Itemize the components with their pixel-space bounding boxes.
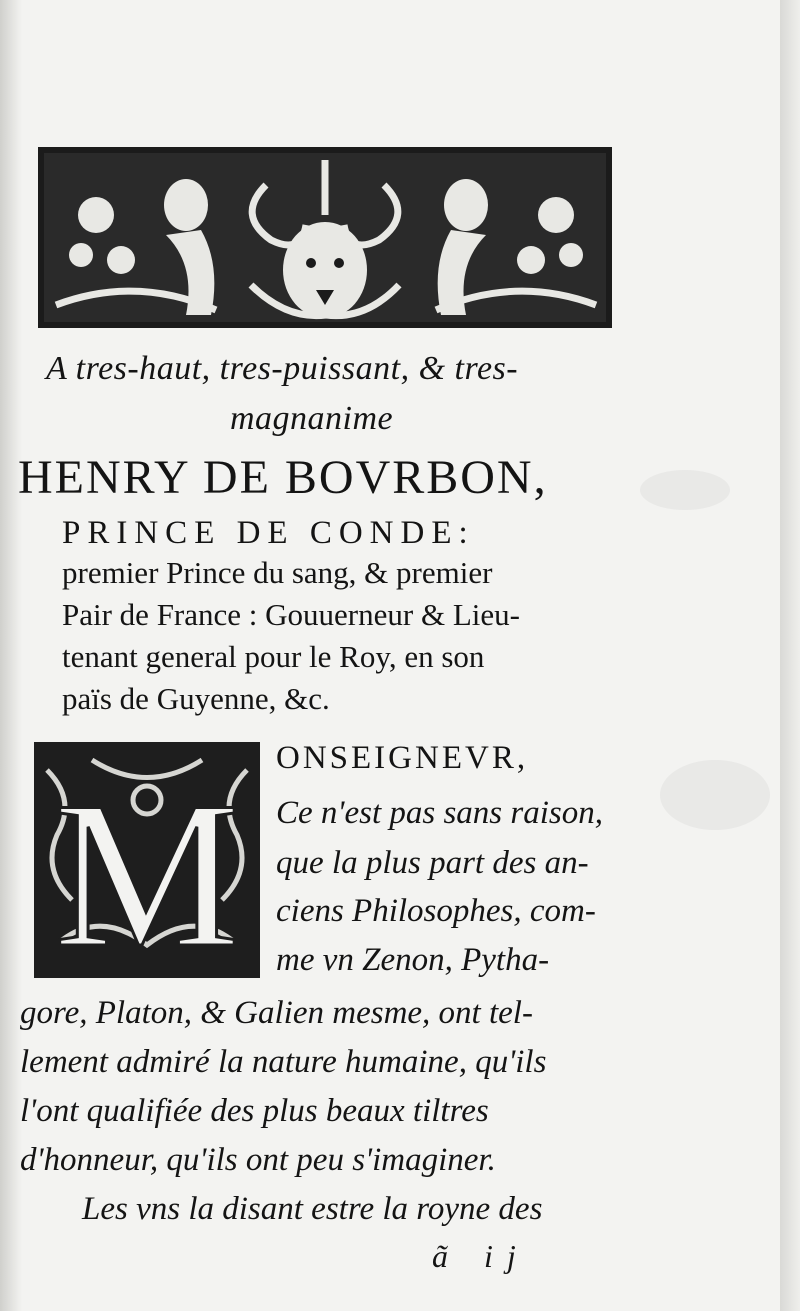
text-line: ciens Philosophes, com- xyxy=(276,893,596,929)
paper-stain xyxy=(660,760,770,830)
dedication-line-1: A tres-haut, tres-puissant, & tres- xyxy=(46,350,519,387)
initial-letter: M xyxy=(53,759,241,980)
addressee-line: Pair de France : Gouuerneur & Lieu- xyxy=(62,597,520,632)
addressee-line: tenant general pour le Roy, en son xyxy=(62,639,485,674)
dedication-line-2: magnanime xyxy=(230,400,394,437)
page-edge xyxy=(780,0,800,1311)
initial-ornament xyxy=(32,740,262,980)
text-line: me vn Zenon, Pytha- xyxy=(276,942,550,978)
text-line: que la plus part des an- xyxy=(276,845,589,881)
paper-stain xyxy=(640,470,730,510)
text-line: Les vns la disant estre la royne des xyxy=(82,1191,543,1227)
addressee-title: PRINCE DE CONDE: xyxy=(62,515,475,551)
addressee-line: premier Prince du sang, & premier xyxy=(62,555,493,590)
text-line: lement admiré la nature humaine, qu'ils xyxy=(20,1044,547,1080)
text-line: d'honneur, qu'ils ont peu s'imaginer. xyxy=(20,1142,496,1178)
salutation: ONSEIGNEVR, xyxy=(276,740,529,776)
signature-mark: ã ij xyxy=(432,1238,530,1274)
decorated-initial xyxy=(32,740,262,980)
ornamental-headpiece xyxy=(36,145,614,330)
text-line: l'ont qualifiée des plus beaux tiltres xyxy=(20,1093,489,1129)
page-gutter-shadow xyxy=(0,0,22,1311)
addressee-line: païs de Guyenne, &c. xyxy=(62,681,330,716)
addressee-name: HENRY DE BOVRBON, xyxy=(18,451,548,504)
text-line: Ce n'est pas sans raison, xyxy=(276,795,604,831)
text-line: gore, Platon, & Galien mesme, ont tel- xyxy=(20,995,533,1031)
